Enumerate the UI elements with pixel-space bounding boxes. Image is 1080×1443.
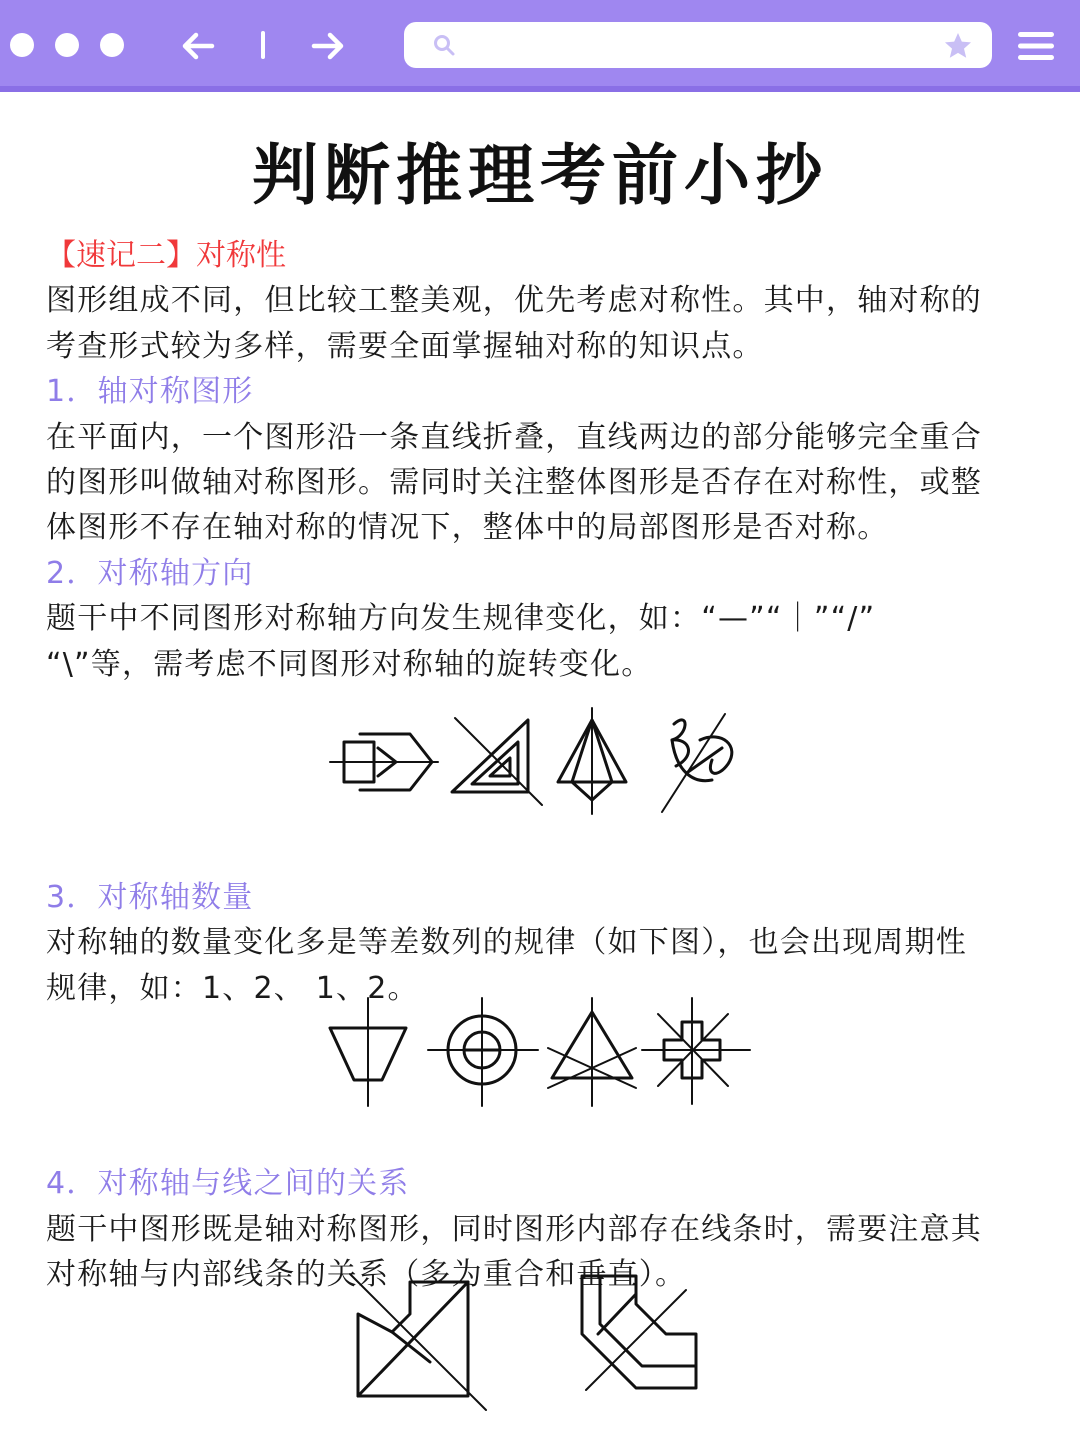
star-icon[interactable] [942,30,974,62]
intro-line: 考查形式较为多样，需要全面掌握轴对称的知识点。 [46,328,764,364]
window-dot-2[interactable] [55,33,79,57]
figure-corner-shape [582,1276,696,1390]
figure-diagonal-axis [452,718,542,805]
search-icon [432,33,456,57]
figure-horizontal-axis [330,734,438,790]
window-dot-1[interactable] [10,33,34,57]
paragraph-line: 题干中图形既是轴对称图形，同时图形内部存在线条时，需要注意其 [46,1211,982,1247]
paragraph-line: 题干中不同图形对称轴方向发生规律变化，如：“—”“｜”“/” [46,601,876,637]
paragraph-line: 在平面内，一个图形沿一条直线折叠，直线两边的部分能够完全重合 [46,419,982,455]
arrow-right-icon[interactable] [306,24,350,68]
section-heading: 1．轴对称图形 [46,374,254,410]
intro-line: 图形组成不同，但比较工整美观，优先考虑对称性。其中，轴对称的 [46,283,982,319]
arrow-left-icon[interactable] [176,24,220,68]
section-heading: 2．对称轴方向 [46,555,254,591]
figure-four-axes [642,998,750,1104]
section-tag: 【速记二】对称性 [46,238,286,273]
figure-antidiagonal-axis [662,714,732,812]
nav-separator [261,31,265,59]
figure-three-axes [548,998,636,1106]
figure-one-axis [330,998,406,1106]
page-title: 判断推理考前小抄 [252,137,828,214]
figure-axis-coincide-perpendicular [350,1274,486,1410]
menu-icon[interactable] [1014,26,1058,66]
window-dot-3[interactable] [100,33,124,57]
figure-vertical-axis [558,708,626,814]
paragraph-line: 体图形不存在轴对称的情况下，整体中的局部图形是否对称。 [46,510,889,546]
axis-line-relation-figures [330,1262,730,1422]
section-heading: 3．对称轴数量 [46,880,254,916]
axis-direction-figures [320,700,760,820]
axis-count-figures [320,992,760,1114]
section-heading: 4．对称轴与线之间的关系 [46,1166,410,1202]
paragraph-line: 对称轴与内部线条的关系（多为重合和垂直）。 [46,1257,687,1293]
figure-two-axes [428,998,538,1106]
browser-toolbar [0,0,1080,92]
paragraph-line: 的图形叫做轴对称图形。需同时关注整体图形是否存在对称性，或整 [46,465,982,501]
paragraph-line: “\”等，需考虑不同图形对称轴的旋转变化。 [46,646,653,682]
address-bar[interactable] [404,22,992,68]
paragraph-line: 对称轴的数量变化多是等差数列的规律（如下图），也会出现周期性 [46,925,967,961]
paragraph-line: 规律，如：1、2、 1、2。 [46,970,419,1006]
